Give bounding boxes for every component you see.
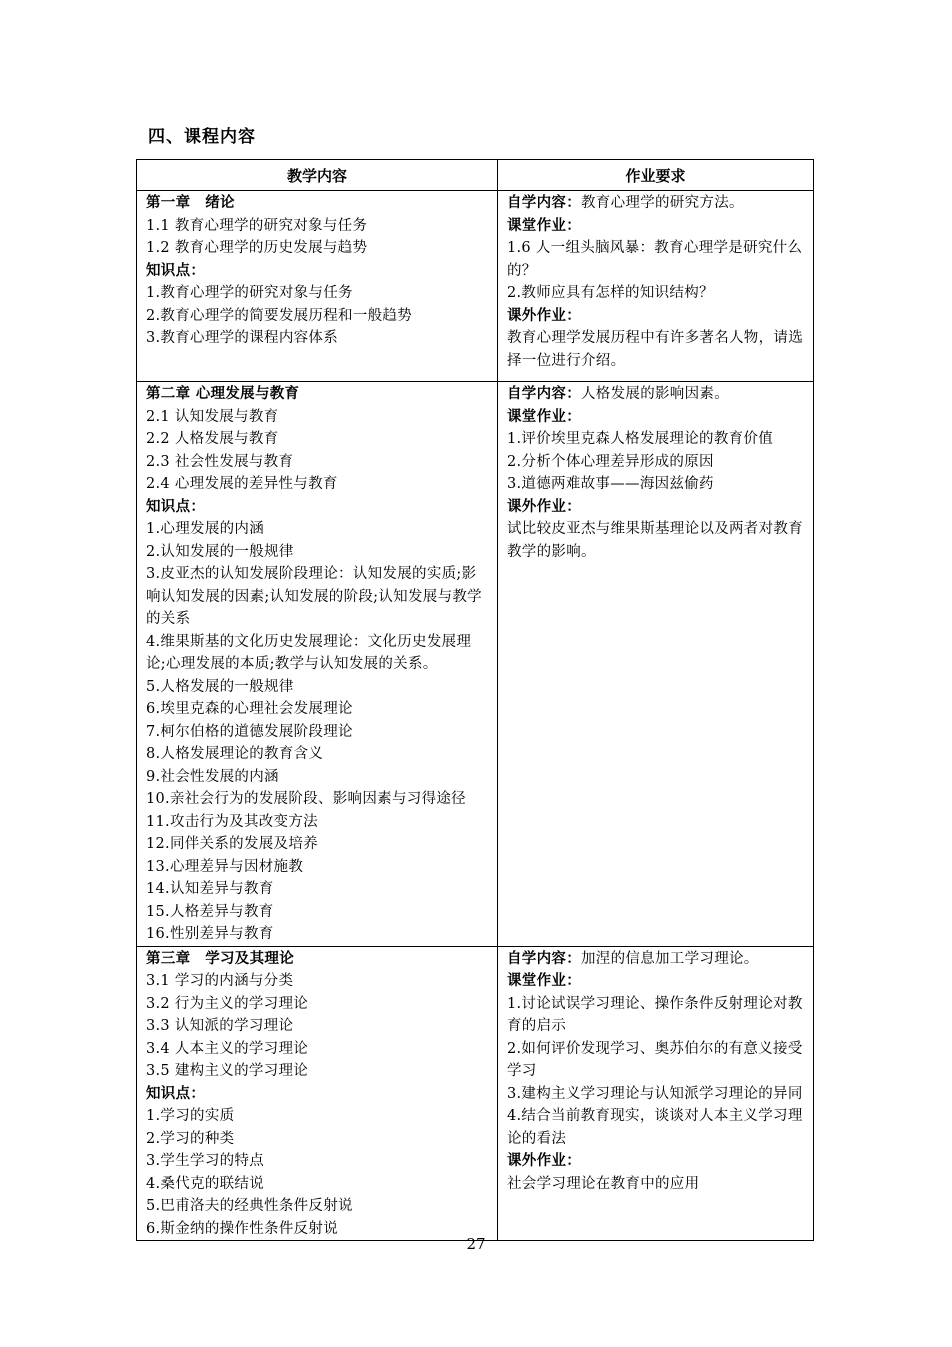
assignment-cell — [498, 382, 814, 947]
content-line: 3.5 建构主义的学习理论 — [146, 1063, 309, 1079]
content-line: 2.认知发展的一般规律 — [146, 543, 294, 560]
content-line: 13.心理差异与因材施教 — [146, 858, 304, 875]
section-label: 第一章 绪论 — [146, 194, 235, 211]
content-line: 11.攻击行为及其改变方法 — [146, 813, 318, 830]
assignment-cell — [498, 946, 814, 1241]
content-line: 4.结合当前教育现实，谈谈对人本主义学习理论的看法 — [507, 1108, 803, 1147]
teaching-content-cell — [137, 382, 498, 947]
content-line: 2.学习的种类 — [146, 1130, 235, 1147]
self-study-text: 加涅的信息加工学习理论。 — [581, 950, 759, 967]
page-number: 27 — [466, 1235, 486, 1253]
content-line: 2.如何评价发现学习、奥苏伯尔的有意义接受学习 — [507, 1040, 803, 1079]
content-line: 5.巴甫洛夫的经典性条件反射说 — [146, 1198, 353, 1214]
self-study-label: 自学内容： — [507, 385, 581, 402]
section-label: 第三章 学习及其理论 — [146, 949, 294, 967]
section-label: 课堂作业： — [507, 407, 581, 425]
content-line: 9.社会性发展的内涵 — [146, 768, 279, 785]
content-line — [507, 192, 804, 215]
content-line: 3.4 人本主义的学习理论 — [146, 1040, 309, 1057]
content-line: 3.学生学习的特点 — [146, 1153, 265, 1169]
content-line: 4.桑代克的联结说 — [146, 1175, 265, 1192]
content-line: 1.评价埃里克森人格发展理论的教育价值 — [507, 431, 774, 447]
content-line: 3.3 认知派的学习理论 — [146, 1018, 294, 1034]
header-assignment-requirements: 作业要求 — [498, 160, 814, 191]
content-line: 1.2 教育心理学的历史发展与趋势 — [146, 240, 368, 256]
section-label: 知识点： — [146, 497, 206, 515]
content-line: 试比较皮亚杰与维果斯基理论以及两者对教育教学的影响。 — [507, 521, 803, 560]
content-line: 6.斯金纳的操作性条件反射说 — [146, 1220, 339, 1237]
content-line: 7.柯尔伯格的道德发展阶段理论 — [146, 723, 353, 740]
content-line: 1.心理发展的内涵 — [146, 521, 265, 537]
table-row — [137, 191, 814, 382]
content-line: 1.学习的实质 — [146, 1108, 235, 1124]
content-line: 3.1 学习的内涵与分类 — [146, 973, 294, 989]
content-line: 2.分析个体心理差异形成的原因 — [507, 453, 714, 470]
self-study-label: 自学内容： — [507, 194, 581, 211]
content-line: 2.4 心理发展的差异性与教育 — [146, 476, 338, 492]
content-line: 3.2 行为主义的学习理论 — [146, 995, 309, 1012]
table-row — [137, 946, 814, 1241]
assignment-cell — [498, 191, 814, 382]
header-teaching-content: 教学内容 — [137, 160, 498, 191]
self-study-text: 教育心理学的研究方法。 — [581, 195, 744, 211]
content-line: 1.6 人一组头脑风暴：教育心理学是研究什么的？ — [507, 240, 803, 279]
content-line: 3.道德两难故事——海因兹偷药 — [507, 476, 714, 492]
self-study-label: 自学内容： — [507, 949, 581, 967]
content-line: 10.亲社会行为的发展阶段、影响因素与习得途径 — [146, 791, 466, 807]
content-line — [507, 948, 804, 971]
content-line: 教育心理学发展历程中有许多著名人物，请选择一位进行介绍。 — [507, 330, 803, 369]
content-line: 5.人格发展的一般规律 — [146, 678, 294, 695]
content-line: 社会学习理论在教育中的应用 — [507, 1175, 700, 1192]
content-line: 2.2 人格发展与教育 — [146, 431, 279, 447]
table-row — [137, 382, 814, 947]
table-header-row — [137, 160, 814, 191]
content-line: 16.性别差异与教育 — [146, 926, 274, 942]
content-line: 8.人格发展理论的教育含义 — [146, 746, 324, 762]
section-label: 知识点： — [146, 1084, 206, 1102]
section-heading: 四、课程内容 — [148, 127, 256, 147]
content-line — [507, 383, 804, 406]
course-content-table — [136, 159, 814, 1241]
section-label: 第二章 心理发展与教育 — [146, 385, 300, 402]
content-line: 1.1 教育心理学的研究对象与任务 — [146, 217, 368, 234]
content-line: 2.教育心理学的简要发展历程和一般趋势 — [146, 307, 413, 324]
content-line: 3.建构主义学习理论与认知派学习理论的异同 — [507, 1085, 803, 1102]
content-line: 1.教育心理学的研究对象与任务 — [146, 285, 353, 301]
content-line: 14.认知差异与教育 — [146, 881, 274, 897]
section-label: 课堂作业： — [507, 972, 581, 989]
content-line: 15.人格差异与教育 — [146, 903, 274, 920]
section-label: 课堂作业： — [507, 216, 581, 234]
self-study-text: 人格发展的影响因素。 — [581, 386, 729, 402]
teaching-content-cell — [137, 946, 498, 1241]
content-line: 2.教师应具有怎样的知识结构？ — [507, 285, 714, 301]
content-line: 2.1 认知发展与教育 — [146, 408, 279, 425]
content-line: 3.教育心理学的课程内容体系 — [146, 330, 339, 346]
content-line: 2.3 社会性发展与教育 — [146, 453, 294, 470]
section-label: 课外作业： — [507, 1152, 581, 1169]
content-line: 4.维果斯基的文化历史发展理论：文化历史发展理论;心理发展的本质;教学与认知发展的关系。 — [146, 633, 472, 672]
section-label: 课外作业： — [507, 306, 581, 324]
section-label: 课外作业： — [507, 497, 581, 515]
content-line: 12.同伴关系的发展及培养 — [146, 836, 318, 852]
teaching-content-cell — [137, 191, 498, 382]
content-line: 1.讨论试误学习理论、操作条件反射理论对教育的启示 — [507, 995, 803, 1034]
content-line: 3.皮亚杰的认知发展阶段理论：认知发展的实质;影响认知发展的因素;认知发展的阶段;认知发展与教学的关系 — [146, 566, 482, 627]
section-label: 知识点： — [146, 261, 206, 279]
content-line: 6.埃里克森的心理社会发展理论 — [146, 701, 353, 717]
